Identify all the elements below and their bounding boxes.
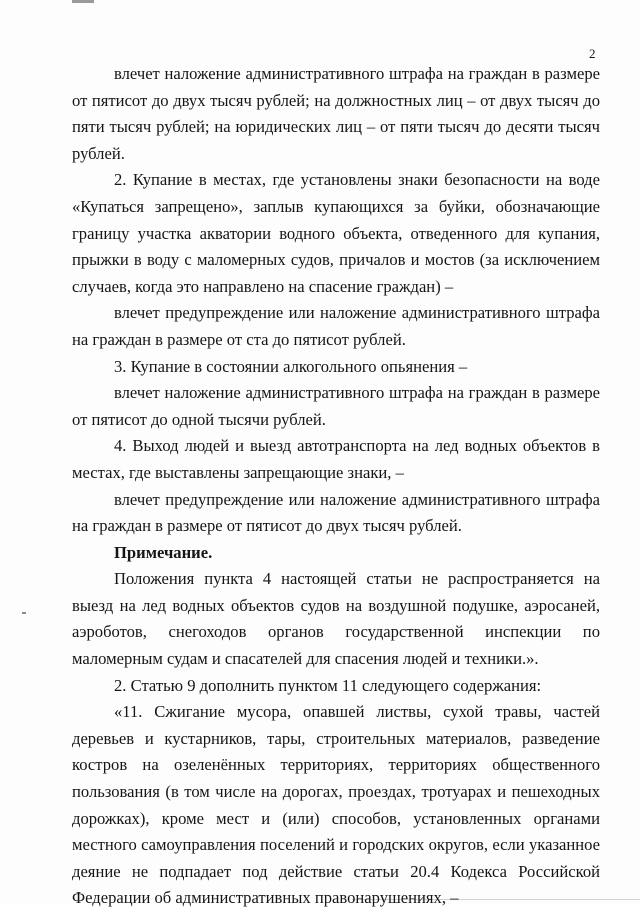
page-number: 2	[589, 46, 596, 61]
paragraph-penalty-2: влечет предупреждение или наложение административного штрафа на граждан в размере от ста до пятисот рублей.	[72, 303, 600, 349]
note-text: Положения пункта 4 настоящей статьи не распространяется на выезд на лед водных объектов судов на воздушной подушке, аэросаней, аэроботов, снегоходов органов государственной инспекции по маломерным судам и спасателей для спасения людей и техники.».	[72, 569, 600, 669]
paragraph-item-2: 2. Купание в местах, где установлены знаки безопасности на воде «Купаться запрещено», заплыв купающихся за буйки, обозначающие границу участка акватории водного объекта, отведенного для купания, прыжки в воду с маломерных судов, причалов и мостов (за исключением случаев, когда это направлено на спасение граждан) –	[72, 170, 600, 296]
scan-artifact	[22, 612, 26, 614]
scan-artifact	[72, 0, 94, 3]
paragraph-penalty-3: влечет наложение административного штрафа на граждан в размере от пятисот до одной тысячи рублей.	[72, 383, 600, 429]
paragraph-item-4: 4. Выход людей и выезд автотранспорта на лед водных объектов в местах, где выставлены запрещающие знаки, –	[72, 436, 600, 482]
paragraph-item-3: 3. Купание в состоянии алкогольного опьянения –	[114, 356, 468, 376]
paragraph-article-9: 2. Статью 9 дополнить пунктом 11 следующего содержания:	[114, 675, 542, 695]
paragraph-item-11: «11. Сжигание мусора, опавшей листвы, сухой травы, частей деревьев и кустарников, тары, строительных материалов, разведение костров на озеленённых территориях, территориях общественного пользования (в том числе на дорогах, проездах, тротуарах и пешеходных дорожках), кроме мест и (или) способов, установленных органами местного самоуправления поселений и городских округов, если указанное деяние не подпадает под действие статьи 20.4 Кодекса Российской Федерации об административных правонарушениях, –	[72, 702, 600, 908]
note-heading: Примечание.	[114, 542, 213, 562]
paragraph-penalty-1: влечет наложение административного штрафа на граждан в размере от пятисот до двух тысяч рублей; на должностных лиц – от двух тысяч до пяти тысяч рублей; на юридических лиц – от пяти тысяч до десяти тысяч рублей.	[72, 64, 600, 163]
document-body	[72, 61, 600, 912]
paragraph-penalty-4: влечет предупреждение или наложение административного штрафа на граждан в размере от пятисот до двух тысяч рублей.	[72, 489, 600, 536]
